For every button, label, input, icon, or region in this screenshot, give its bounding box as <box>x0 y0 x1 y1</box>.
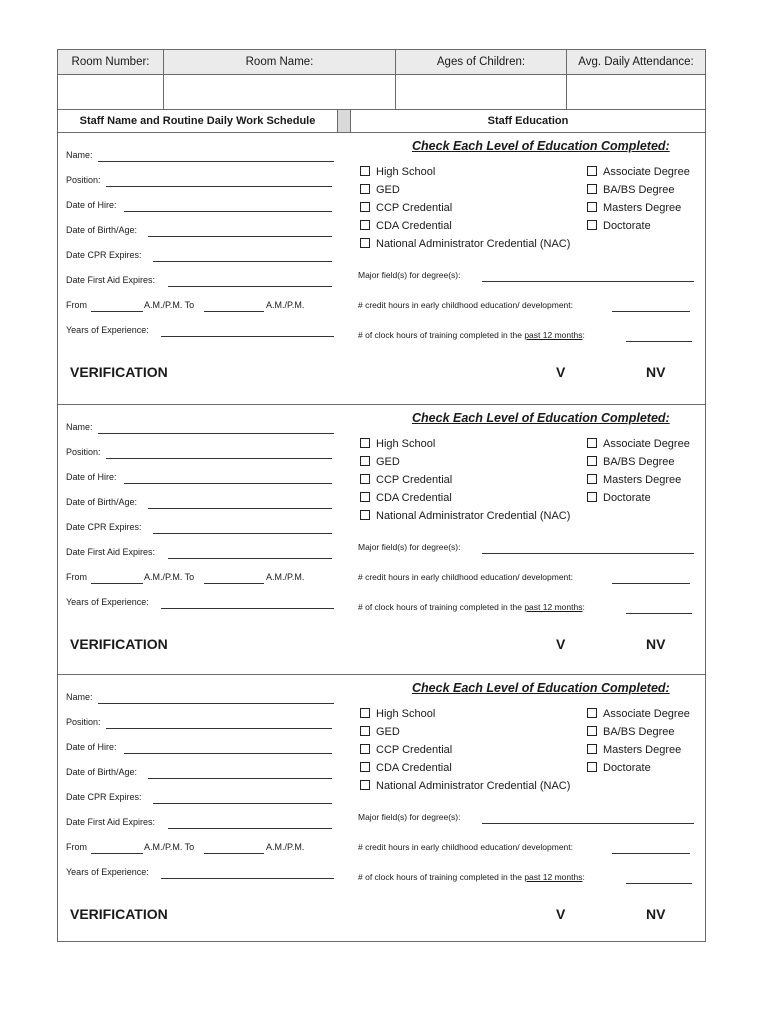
cda-credential-label: CDA Credential <box>376 492 452 504</box>
checkbox-square-icon <box>360 238 370 248</box>
first-aid-expires-label: Date First Aid Expires: <box>66 275 156 285</box>
checkbox-square-icon <box>360 708 370 718</box>
checkbox-square-icon <box>360 510 370 520</box>
position-field[interactable] <box>106 728 332 729</box>
doctorate-checkbox[interactable] <box>587 220 651 232</box>
section-header-bar <box>58 109 705 133</box>
am-pm-to-label: A.M./P.M. To <box>144 842 195 852</box>
checkbox-square-icon <box>587 184 597 194</box>
clock-hours-suffix: : <box>582 872 585 882</box>
checkbox-square-icon <box>587 220 597 230</box>
checkbox-square-icon <box>360 474 370 484</box>
from-time-field[interactable] <box>91 853 143 854</box>
date-of-birth-label: Date of Birth/Age: <box>66 767 138 777</box>
verified-v-option[interactable]: V <box>556 364 566 380</box>
doctorate-checkbox[interactable] <box>587 492 651 504</box>
masters-degree-label: Masters Degree <box>603 474 682 486</box>
clock-hours-input[interactable] <box>626 883 692 884</box>
checkbox-square-icon <box>587 202 597 212</box>
checkbox-square-icon <box>360 220 370 230</box>
checkbox-square-icon <box>587 744 597 754</box>
nac-label: National Administrator Credential (NAC) <box>376 510 571 522</box>
cda-credential-checkbox[interactable] <box>360 220 452 232</box>
name-label: Name: <box>66 692 93 702</box>
date-of-hire-label: Date of Hire: <box>66 742 117 752</box>
ged-label: GED <box>376 456 400 468</box>
ba-bs-degree-checkbox[interactable] <box>587 726 675 738</box>
ccp-credential-checkbox[interactable] <box>360 474 452 486</box>
clock-hours-prefix: # of clock hours of training completed in the <box>358 602 522 612</box>
avg-daily-attendance-cell[interactable] <box>567 50 705 109</box>
nac-label: National Administrator Credential (NAC) <box>376 780 571 792</box>
name-field[interactable] <box>98 433 334 434</box>
not-verified-nv-option[interactable]: NV <box>646 364 666 380</box>
verification-label: VERIFICATION <box>70 906 168 922</box>
ged-label: GED <box>376 726 400 738</box>
first-aid-expires-field[interactable] <box>168 286 332 287</box>
years-experience-field[interactable] <box>161 878 334 879</box>
ba-bs-degree-label: BA/BS Degree <box>603 726 675 738</box>
ba-bs-degree-label: BA/BS Degree <box>603 184 675 196</box>
associate-degree-label: Associate Degree <box>603 438 690 450</box>
verified-v-option[interactable]: V <box>556 636 566 652</box>
masters-degree-checkbox[interactable] <box>587 744 681 756</box>
ged-checkbox[interactable] <box>360 726 400 738</box>
checkbox-square-icon <box>587 708 597 718</box>
education-check-title: Check Each Level of Education Completed: <box>412 681 670 695</box>
position-field[interactable] <box>106 186 332 187</box>
date-of-hire-label: Date of Hire: <box>66 200 117 210</box>
name-label: Name: <box>66 422 93 432</box>
high-school-checkbox[interactable] <box>360 166 435 178</box>
masters-degree-checkbox[interactable] <box>587 202 681 214</box>
clock-hours-label <box>358 602 585 612</box>
ages-of-children-cell[interactable] <box>396 50 567 109</box>
high-school-label: High School <box>376 438 436 450</box>
checkbox-square-icon <box>360 438 370 448</box>
cda-credential-label: CDA Credential <box>376 220 452 232</box>
associate-degree-label: Associate Degree <box>603 166 690 178</box>
clock-hours-period: past 12 months <box>524 330 583 340</box>
checkbox-square-icon <box>360 166 370 176</box>
major-field-label: Major field(s) for degree(s): <box>358 812 461 822</box>
ba-bs-degree-label: BA/BS Degree <box>603 456 675 468</box>
clock-hours-label <box>358 872 585 882</box>
position-label: Position: <box>66 447 101 457</box>
high-school-checkbox[interactable] <box>360 708 435 720</box>
checkbox-square-icon <box>360 492 370 502</box>
from-time-field[interactable] <box>91 583 143 584</box>
verified-v-option[interactable]: V <box>556 906 566 922</box>
cda-credential-label: CDA Credential <box>376 762 452 774</box>
room-number-cell[interactable] <box>58 50 164 109</box>
doctorate-checkbox[interactable] <box>587 762 651 774</box>
credit-hours-label: # credit hours in early childhood education/ development: <box>358 842 573 852</box>
cpr-expires-field[interactable] <box>153 803 332 804</box>
not-verified-nv-option[interactable]: NV <box>646 636 666 652</box>
name-field[interactable] <box>98 161 334 162</box>
major-field-input[interactable] <box>482 281 694 282</box>
position-label: Position: <box>66 175 101 185</box>
education-check-title: Check Each Level of Education Completed: <box>412 411 670 425</box>
staff-schedule-heading: Staff Name and Routine Daily Work Schedule <box>58 110 338 132</box>
clock-hours-prefix: # of clock hours of training completed in the <box>358 872 522 882</box>
cpr-expires-label: Date CPR Expires: <box>66 792 142 802</box>
masters-degree-checkbox[interactable] <box>587 474 681 486</box>
am-pm-label: A.M./P.M. <box>266 842 305 852</box>
masters-degree-label: Masters Degree <box>603 202 682 214</box>
first-aid-expires-field[interactable] <box>168 828 332 829</box>
major-field-label: Major field(s) for degree(s): <box>358 542 461 552</box>
ccp-credential-label: CCP Credential <box>376 744 453 756</box>
checkbox-square-icon <box>360 456 370 466</box>
high-school-label: High School <box>376 166 436 178</box>
credit-hours-label: # credit hours in early childhood education/ development: <box>358 572 573 582</box>
clock-hours-input[interactable] <box>626 613 692 614</box>
from-label: From <box>66 572 87 582</box>
nac-checkbox[interactable] <box>360 510 570 522</box>
clock-hours-prefix: # of clock hours of training completed in the <box>358 330 522 340</box>
first-aid-expires-label: Date First Aid Expires: <box>66 547 156 557</box>
checkbox-square-icon <box>360 202 370 212</box>
checkbox-square-icon <box>360 780 370 790</box>
checkbox-square-icon <box>587 456 597 466</box>
cpr-expires-field[interactable] <box>153 533 332 534</box>
to-time-field[interactable] <box>204 311 264 312</box>
nac-label: National Administrator Credential (NAC) <box>376 238 571 250</box>
ages-of-children-label: Ages of Children: <box>396 50 566 75</box>
clock-hours-input[interactable] <box>626 341 692 342</box>
am-pm-to-label: A.M./P.M. To <box>144 572 195 582</box>
checkbox-square-icon <box>360 744 370 754</box>
date-of-birth-field[interactable] <box>148 236 332 237</box>
first-aid-expires-label: Date First Aid Expires: <box>66 817 156 827</box>
education-check-title: Check Each Level of Education Completed: <box>412 139 670 153</box>
doctorate-label: Doctorate <box>603 220 651 232</box>
from-label: From <box>66 300 87 310</box>
credit-hours-input[interactable] <box>612 583 690 584</box>
date-of-hire-field[interactable] <box>124 753 332 754</box>
checkbox-square-icon <box>587 492 597 502</box>
room-header-row <box>58 50 705 109</box>
ged-label: GED <box>376 184 400 196</box>
date-of-birth-label: Date of Birth/Age: <box>66 497 138 507</box>
credit-hours-input[interactable] <box>612 853 690 854</box>
room-number-label: Room Number: <box>58 50 163 75</box>
clock-hours-suffix: : <box>582 330 585 340</box>
room-name-cell[interactable] <box>164 50 396 109</box>
staff-education-heading: Staff Education <box>350 110 705 132</box>
to-time-field[interactable] <box>204 853 264 854</box>
associate-degree-checkbox[interactable] <box>587 166 690 178</box>
date-of-birth-label: Date of Birth/Age: <box>66 225 138 235</box>
clock-hours-period: past 12 months <box>524 872 583 882</box>
cpr-expires-label: Date CPR Expires: <box>66 522 142 532</box>
date-of-hire-field[interactable] <box>124 211 332 212</box>
am-pm-to-label: A.M./P.M. To <box>144 300 195 310</box>
years-experience-label: Years of Experience: <box>66 325 149 335</box>
ba-bs-degree-checkbox[interactable] <box>587 456 675 468</box>
date-of-birth-field[interactable] <box>148 508 332 509</box>
avg-daily-attendance-label: Avg. Daily Attendance: <box>567 50 705 75</box>
checkbox-square-icon <box>360 762 370 772</box>
cda-credential-checkbox[interactable] <box>360 762 452 774</box>
ba-bs-degree-checkbox[interactable] <box>587 184 675 196</box>
checkbox-square-icon <box>587 474 597 484</box>
masters-degree-label: Masters Degree <box>603 744 682 756</box>
to-time-field[interactable] <box>204 583 264 584</box>
nac-checkbox[interactable] <box>360 238 570 250</box>
staff-block-2 <box>58 404 705 676</box>
associate-degree-label: Associate Degree <box>603 708 690 720</box>
ccp-credential-label: CCP Credential <box>376 202 453 214</box>
name-field[interactable] <box>98 703 334 704</box>
clock-hours-period: past 12 months <box>524 602 583 612</box>
name-label: Name: <box>66 150 93 160</box>
ccp-credential-checkbox[interactable] <box>360 744 452 756</box>
clock-hours-label <box>358 330 585 340</box>
checkbox-square-icon <box>587 166 597 176</box>
cda-credential-checkbox[interactable] <box>360 492 452 504</box>
years-experience-field[interactable] <box>161 608 334 609</box>
staff-block-3 <box>58 674 705 943</box>
ged-checkbox[interactable] <box>360 456 400 468</box>
years-experience-label: Years of Experience: <box>66 597 149 607</box>
date-of-hire-field[interactable] <box>124 483 332 484</box>
from-label: From <box>66 842 87 852</box>
high-school-label: High School <box>376 708 436 720</box>
verification-label: VERIFICATION <box>70 364 168 380</box>
credit-hours-input[interactable] <box>612 311 690 312</box>
date-of-hire-label: Date of Hire: <box>66 472 117 482</box>
staff-form <box>57 49 706 942</box>
room-name-label: Room Name: <box>164 50 395 75</box>
from-time-field[interactable] <box>91 311 143 312</box>
clock-hours-suffix: : <box>582 602 585 612</box>
ged-checkbox[interactable] <box>360 184 400 196</box>
checkbox-square-icon <box>587 438 597 448</box>
associate-degree-checkbox[interactable] <box>587 708 690 720</box>
nac-checkbox[interactable] <box>360 780 570 792</box>
major-field-label: Major field(s) for degree(s): <box>358 270 461 280</box>
first-aid-expires-field[interactable] <box>168 558 332 559</box>
date-of-birth-field[interactable] <box>148 778 332 779</box>
position-label: Position: <box>66 717 101 727</box>
am-pm-label: A.M./P.M. <box>266 300 305 310</box>
credit-hours-label: # credit hours in early childhood education/ development: <box>358 300 573 310</box>
cpr-expires-field[interactable] <box>153 261 332 262</box>
verification-label: VERIFICATION <box>70 636 168 652</box>
cpr-expires-label: Date CPR Expires: <box>66 250 142 260</box>
doctorate-label: Doctorate <box>603 762 651 774</box>
am-pm-label: A.M./P.M. <box>266 572 305 582</box>
ccp-credential-checkbox[interactable] <box>360 202 452 214</box>
doctorate-label: Doctorate <box>603 492 651 504</box>
position-field[interactable] <box>106 458 332 459</box>
not-verified-nv-option[interactable]: NV <box>646 906 666 922</box>
ccp-credential-label: CCP Credential <box>376 474 453 486</box>
checkbox-square-icon <box>587 762 597 772</box>
associate-degree-checkbox[interactable] <box>587 438 690 450</box>
major-field-input[interactable] <box>482 553 694 554</box>
major-field-input[interactable] <box>482 823 694 824</box>
high-school-checkbox[interactable] <box>360 438 435 450</box>
checkbox-square-icon <box>360 184 370 194</box>
checkbox-square-icon <box>587 726 597 736</box>
checkbox-square-icon <box>360 726 370 736</box>
staff-block-1 <box>58 133 705 404</box>
years-experience-label: Years of Experience: <box>66 867 149 877</box>
years-experience-field[interactable] <box>161 336 334 337</box>
